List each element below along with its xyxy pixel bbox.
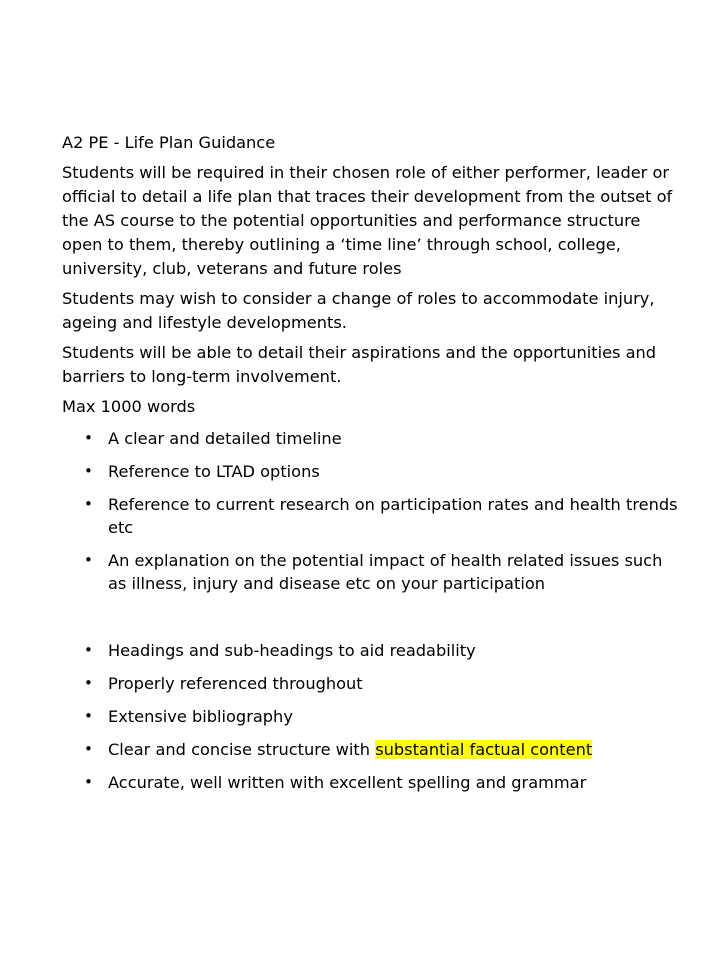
document-page (62, 131, 682, 804)
bullet-icon: • (84, 641, 93, 659)
list-spacer (62, 605, 682, 639)
bullet-icon: • (84, 707, 93, 725)
bullet-icon: • (84, 740, 93, 758)
list-item (84, 738, 682, 761)
bullet-icon: • (84, 462, 93, 480)
list-item-text: Reference to LTAD options (108, 462, 320, 481)
bullet-icon: • (84, 773, 93, 791)
criteria-list-presentation (62, 639, 682, 794)
paragraph-aspirations: Students will be able to detail their aspirations and the opportunities and barriers to long-term involvement. (62, 343, 657, 386)
list-item (84, 705, 682, 728)
bullet-icon: • (84, 429, 93, 447)
highlighted-text: substantial factual content (375, 740, 593, 759)
word-limit: Max 1000 words (62, 397, 196, 416)
list-item-text: Accurate, well written with excellent spelling and grammar (108, 773, 587, 792)
bullet-icon: • (84, 551, 93, 569)
list-item (84, 427, 682, 450)
document-title: A2 PE - Life Plan Guidance (62, 133, 276, 152)
list-item (84, 460, 682, 483)
list-item-text: An explanation on the potential impact of health related issues such as illness, injury and disease etc on your participation (108, 551, 663, 593)
list-item (84, 639, 682, 662)
bullet-icon: • (84, 495, 93, 513)
list-item-text: Reference to current research on participation rates and health trends etc (108, 495, 678, 537)
paragraph-change-roles: Students may wish to consider a change of roles to accommodate injury, ageing and lifestyle developments. (62, 289, 655, 332)
list-item-text: Headings and sub-headings to aid readability (108, 641, 476, 660)
list-item-text: A clear and detailed timeline (108, 429, 342, 448)
bullet-icon: • (84, 674, 93, 692)
list-item (84, 771, 682, 794)
list-item-text: Extensive bibliography (108, 707, 293, 726)
criteria-list-content (62, 427, 682, 595)
list-item (84, 672, 682, 695)
list-item (84, 493, 682, 539)
paragraph-life-plan: Students will be required in their chosen role of either performer, leader or official to detail a life plan that traces their development from the outset of the AS course to the potential opportunities and performance structure open to them, thereby outlining a ‘time line’ through school, college, university, club, veterans and future roles (62, 163, 673, 278)
list-item-text: Properly referenced throughout (108, 674, 363, 693)
list-item-text-prefix: Clear and concise structure with (108, 740, 376, 759)
list-item (84, 549, 682, 595)
